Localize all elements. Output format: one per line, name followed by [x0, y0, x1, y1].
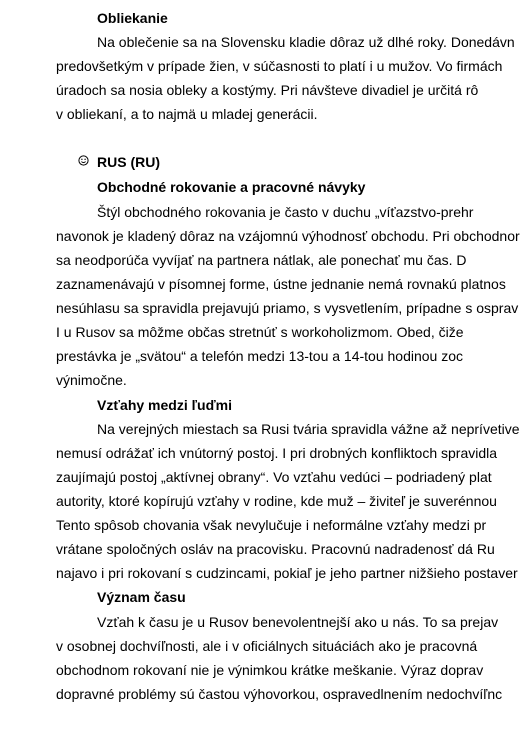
- paragraph-line: nesúhlasu sa spravidla prejavujú priamo, s vysvetlením, prípadne s osprav: [56, 300, 519, 316]
- paragraph-line: nemusí odrážať ich vnútorný postoj. I pri drobných konfliktoch spravidla: [56, 445, 498, 461]
- paragraph-line: autority, ktoré kopírujú vzťahy v rodine, kde muž – živiteľ je suverénnou: [56, 493, 497, 509]
- paragraph-line: Na verejných miestach sa Rusi tvária spravidla vážne až neprívetive: [97, 421, 520, 437]
- paragraph-line: Na oblečenie sa na Slovensku kladie dôraz už dlhé roky. Donedávn: [97, 34, 515, 50]
- paragraph-line: dopravné problémy sú častou výhovorkou, ospravedlnením nedochvíľnc: [56, 686, 503, 702]
- paragraph-line: I u Rusov sa môžme občas stretnúť s workoholizmom. Obed, čiže: [56, 324, 464, 340]
- country-heading: RUS (RU): [97, 154, 160, 170]
- subsection-heading: Obchodné rokovanie a pracovné návyky: [97, 179, 366, 195]
- subsection-heading: Význam času: [97, 589, 186, 605]
- paragraph-line: úradoch sa nosia obleky a kostýmy. Pri návšteve divadiel je určitá rô: [56, 82, 479, 98]
- smiley-bullet-icon: [78, 155, 89, 166]
- section-heading-obliekanie: Obliekanie: [97, 10, 168, 26]
- paragraph-line: navonok je kladený dôraz na vzájomnú výhodnosť obchodu. Pri obchodnor: [56, 228, 520, 244]
- paragraph-line: zaznamenávajú v písomnej forme, ústne jednanie nemá rovnakú platnos: [56, 276, 506, 292]
- paragraph-line: prestávka je „svätou“ a telefón medzi 13-tou a 14-tou hodinou zoc: [56, 348, 464, 364]
- paragraph-line: Vzťah k času je u Rusov benevolentnejší ako u nás. To sa prejav: [97, 614, 499, 630]
- paragraph-line: obchodnom rokovaní nie je výnimkou krátke meškanie. Výraz doprav: [56, 662, 484, 678]
- subsection-heading: Vzťahy medzi ľuďmi: [97, 397, 232, 413]
- paragraph-line: v osobnej dochvíľnosti, ale i v oficiálnych situáciách ako je pracovná: [56, 638, 478, 654]
- paragraph-line: Tento spôsob chovania však nevylučuje i neformálne vzťahy medzi pr: [56, 517, 487, 533]
- paragraph-line: predovšetkým v prípade žien, v súčasnosti to platí i u mužov. Vo firmách: [56, 58, 503, 74]
- paragraph-line: zaujímajú postoj „aktívnej obrany“. Vo vzťahu vedúci – podriadený plat: [56, 469, 492, 485]
- paragraph-line: Štýl obchodného rokovania je často v duchu „víťazstvo-prehr: [97, 204, 474, 220]
- paragraph-line: výnimočne.: [56, 372, 127, 388]
- paragraph-line: najavo i pri rokovaní s cudzincami, pokiaľ je jeho partner nižšieho postaver: [56, 565, 518, 581]
- paragraph-line: sa neodporúča vyvíjať na partnera nátlak, ale ponechať mu čas. D: [56, 252, 467, 268]
- paragraph-line: vrátane spoločných osláv na pracovisku. Pracovnú nadradenosť dá Ru: [56, 541, 495, 557]
- paragraph-line: v obliekaní, a to najmä u mladej generácii.: [56, 106, 318, 122]
